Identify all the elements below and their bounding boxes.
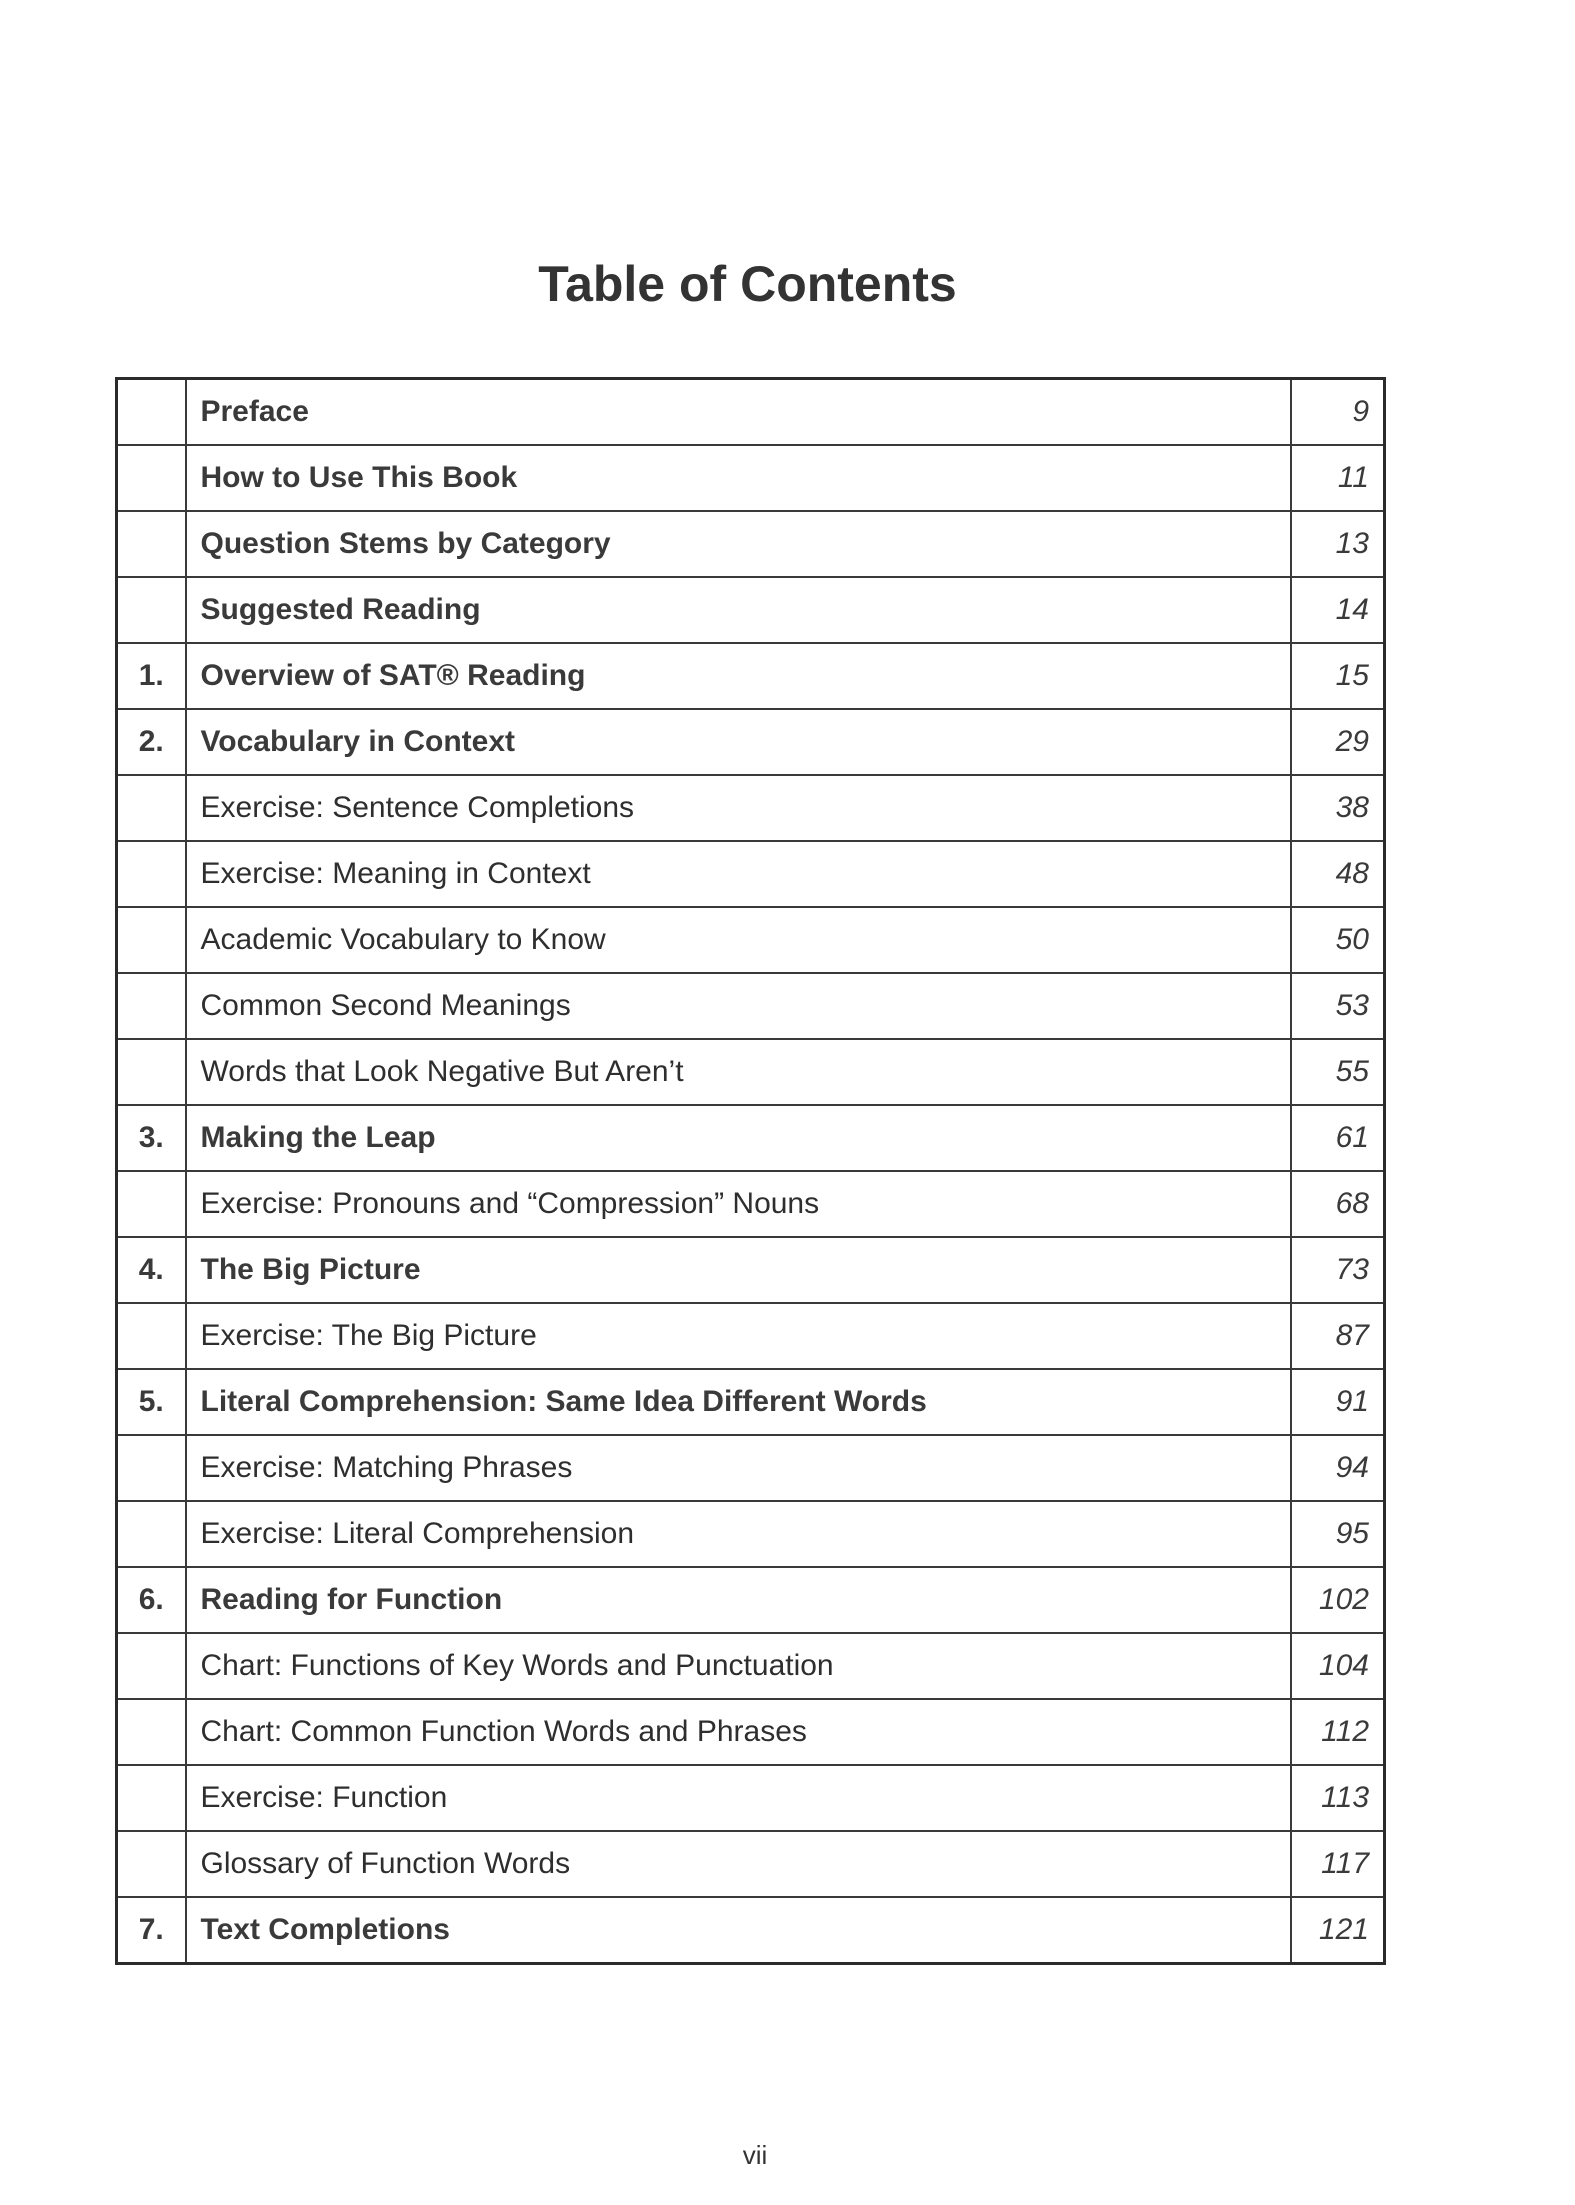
toc-entry-title: Exercise: Meaning in Context	[186, 841, 1291, 907]
toc-page-number: 50	[1291, 907, 1385, 973]
toc-chapter-number	[117, 1501, 186, 1567]
toc-page-number: 55	[1291, 1039, 1385, 1105]
toc-chapter-number: 2.	[117, 709, 186, 775]
toc-entry-title: Academic Vocabulary to Know	[186, 907, 1291, 973]
toc-entry-title: Literal Comprehension: Same Idea Different Words	[186, 1369, 1291, 1435]
toc-entry-title: Exercise: Sentence Completions	[186, 775, 1291, 841]
toc-chapter-number	[117, 511, 186, 577]
toc-page-number: 87	[1291, 1303, 1385, 1369]
toc-entry-title: Exercise: Function	[186, 1765, 1291, 1831]
toc-table	[115, 377, 1386, 1965]
toc-row	[117, 1765, 1385, 1831]
toc-entry-title: Exercise: Matching Phrases	[186, 1435, 1291, 1501]
toc-page-number: 14	[1291, 577, 1385, 643]
toc-chapter-number	[117, 445, 186, 511]
toc-chapter-number	[117, 1765, 186, 1831]
toc-chapter-number	[117, 1699, 186, 1765]
toc-page-number: 94	[1291, 1435, 1385, 1501]
toc-page-number: 29	[1291, 709, 1385, 775]
toc-chapter-number	[117, 841, 186, 907]
toc-page-number: 61	[1291, 1105, 1385, 1171]
toc-row	[117, 1897, 1385, 1964]
toc-entry-title: Chart: Functions of Key Words and Punctuation	[186, 1633, 1291, 1699]
toc-page-number: 48	[1291, 841, 1385, 907]
toc-page-number: 68	[1291, 1171, 1385, 1237]
toc-row	[117, 841, 1385, 907]
toc-chapter-number	[117, 1831, 186, 1897]
toc-row	[117, 1501, 1385, 1567]
toc-entry-title: Overview of SAT® Reading	[186, 643, 1291, 709]
toc-entry-title: Text Completions	[186, 1897, 1291, 1964]
toc-row	[117, 379, 1385, 446]
toc-entry-title: Common Second Meanings	[186, 973, 1291, 1039]
toc-chapter-number	[117, 775, 186, 841]
toc-chapter-number	[117, 973, 186, 1039]
toc-row	[117, 1633, 1385, 1699]
toc-chapter-number: 4.	[117, 1237, 186, 1303]
toc-row	[117, 445, 1385, 511]
toc-entry-title: Glossary of Function Words	[186, 1831, 1291, 1897]
toc-page-number: 102	[1291, 1567, 1385, 1633]
toc-entry-title: Words that Look Negative But Aren’t	[186, 1039, 1291, 1105]
toc-row	[117, 1105, 1385, 1171]
toc-row	[117, 1171, 1385, 1237]
toc-page-number: 121	[1291, 1897, 1385, 1964]
toc-row	[117, 1303, 1385, 1369]
toc-row	[117, 643, 1385, 709]
toc-page-number: 9	[1291, 379, 1385, 446]
toc-entry-title: Reading for Function	[186, 1567, 1291, 1633]
toc-page-number: 112	[1291, 1699, 1385, 1765]
toc-entry-title: Suggested Reading	[186, 577, 1291, 643]
toc-chapter-number: 5.	[117, 1369, 186, 1435]
toc-body	[117, 379, 1385, 1964]
toc-entry-title: Chart: Common Function Words and Phrases	[186, 1699, 1291, 1765]
toc-chapter-number	[117, 379, 186, 446]
toc-entry-title: Making the Leap	[186, 1105, 1291, 1171]
toc-row	[117, 1435, 1385, 1501]
toc-page-number: 73	[1291, 1237, 1385, 1303]
toc-page-number: 95	[1291, 1501, 1385, 1567]
toc-page-number: 11	[1291, 445, 1385, 511]
toc-page-number: 113	[1291, 1765, 1385, 1831]
toc-row	[117, 1567, 1385, 1633]
page-number: vii	[742, 2140, 768, 2170]
toc-row	[117, 577, 1385, 643]
toc-page-number: 13	[1291, 511, 1385, 577]
toc-row	[117, 511, 1385, 577]
toc-chapter-number	[117, 1435, 186, 1501]
toc-page-number: 91	[1291, 1369, 1385, 1435]
toc-entry-title: Vocabulary in Context	[186, 709, 1291, 775]
toc-entry-title: Exercise: The Big Picture	[186, 1303, 1291, 1369]
toc-entry-title: Preface	[186, 379, 1291, 446]
toc-chapter-number: 3.	[117, 1105, 186, 1171]
toc-row	[117, 1237, 1385, 1303]
toc-page-number: 117	[1291, 1831, 1385, 1897]
toc-row	[117, 1039, 1385, 1105]
toc-entry-title: The Big Picture	[186, 1237, 1291, 1303]
toc-row	[117, 1831, 1385, 1897]
toc-chapter-number	[117, 577, 186, 643]
toc-entry-title: Question Stems by Category	[186, 511, 1291, 577]
toc-chapter-number	[117, 907, 186, 973]
toc-page-number: 104	[1291, 1633, 1385, 1699]
toc-chapter-number: 6.	[117, 1567, 186, 1633]
toc-chapter-number	[117, 1303, 186, 1369]
toc-entry-title: Exercise: Pronouns and “Compression” Nouns	[186, 1171, 1291, 1237]
toc-row	[117, 907, 1385, 973]
toc-page-number: 53	[1291, 973, 1385, 1039]
toc-chapter-number	[117, 1633, 186, 1699]
toc-row	[117, 709, 1385, 775]
toc-chapter-number: 7.	[117, 1897, 186, 1964]
toc-chapter-number: 1.	[117, 643, 186, 709]
toc-chapter-number	[117, 1171, 186, 1237]
toc-page-number: 15	[1291, 643, 1385, 709]
toc-row	[117, 775, 1385, 841]
toc-entry-title: How to Use This Book	[186, 445, 1291, 511]
toc-row	[117, 1699, 1385, 1765]
toc-row	[117, 1369, 1385, 1435]
toc-page-number: 38	[1291, 775, 1385, 841]
page-title: Table of Contents	[538, 256, 957, 312]
toc-entry-title: Exercise: Literal Comprehension	[186, 1501, 1291, 1567]
toc-chapter-number	[117, 1039, 186, 1105]
toc-row	[117, 973, 1385, 1039]
